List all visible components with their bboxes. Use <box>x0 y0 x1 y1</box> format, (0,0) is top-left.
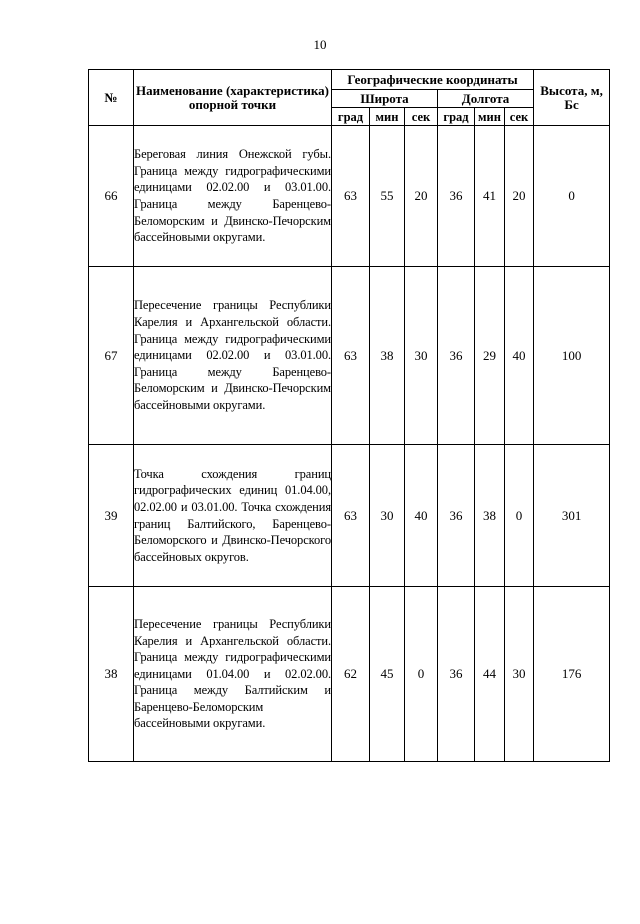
header-latitude: Широта <box>332 90 438 108</box>
header-lon-min: мин <box>475 108 505 126</box>
lat-min-cell: 45 <box>370 587 405 762</box>
lon-min-cell: 41 <box>475 126 505 267</box>
lon-min-cell: 44 <box>475 587 505 762</box>
lat-deg-cell: 63 <box>332 445 370 587</box>
height-cell: 0 <box>534 126 610 267</box>
lat-deg-cell: 62 <box>332 587 370 762</box>
lon-sec-cell: 30 <box>505 587 534 762</box>
table-header <box>89 70 610 126</box>
table-row <box>89 445 610 587</box>
header-lon-deg: град <box>438 108 475 126</box>
header-lat-deg: град <box>332 108 370 126</box>
lon-sec-cell: 40 <box>505 267 534 445</box>
lon-deg-cell: 36 <box>438 587 475 762</box>
page-number: 10 <box>313 37 327 52</box>
height-cell: 301 <box>534 445 610 587</box>
lon-min-cell: 38 <box>475 445 505 587</box>
coordinates-table <box>88 69 610 762</box>
header-name: Наименование (характеристика) опорной точки <box>134 70 332 126</box>
row-number: 66 <box>89 126 134 267</box>
table-row <box>89 267 610 445</box>
row-number: 39 <box>89 445 134 587</box>
lat-deg-cell: 63 <box>332 126 370 267</box>
lat-sec-cell: 30 <box>405 267 438 445</box>
lat-sec-cell: 40 <box>405 445 438 587</box>
lat-deg-cell: 63 <box>332 267 370 445</box>
lat-min-cell: 38 <box>370 267 405 445</box>
lat-sec-cell: 0 <box>405 587 438 762</box>
lon-sec-cell: 0 <box>505 445 534 587</box>
header-lat-sec: сек <box>405 108 438 126</box>
header-geo-coordinates: Географические координаты <box>332 70 534 90</box>
header-lon-sec: сек <box>505 108 534 126</box>
row-description: Береговая линия Онежской губы. Граница между гидрографическими единицами 02.02.00 и 03.01.00. Граница между Баренцево-Беломорским и Двинско-Печорским бассейновыми округами. <box>134 126 332 267</box>
lon-min-cell: 29 <box>475 267 505 445</box>
row-number: 38 <box>89 587 134 762</box>
header-number: № <box>89 70 134 126</box>
lat-min-cell: 55 <box>370 126 405 267</box>
row-number: 67 <box>89 267 134 445</box>
height-cell: 100 <box>534 267 610 445</box>
table-row <box>89 126 610 267</box>
lon-deg-cell: 36 <box>438 267 475 445</box>
lon-sec-cell: 20 <box>505 126 534 267</box>
table-row <box>89 587 610 762</box>
row-description: Точка схождения границ гидрографических единиц 01.04.00, 02.02.00 и 03.01.00. Точка схождения границ Балтийского, Баренцево-Беломорского и Двинско-Печорского бассейновых округов. <box>134 445 332 587</box>
row-description: Пересечение границы Республики Карелия и Архангельской области. Граница между гидрографическими единицами 02.02.00 и 03.01.00. Граница между Баренцево-Беломорским и Двинско-Печорским бассейновыми округами. <box>134 267 332 445</box>
header-lat-min: мин <box>370 108 405 126</box>
lat-min-cell: 30 <box>370 445 405 587</box>
header-longitude: Долгота <box>438 90 534 108</box>
height-cell: 176 <box>534 587 610 762</box>
header-height: Высота, м, Бс <box>534 70 610 126</box>
lon-deg-cell: 36 <box>438 445 475 587</box>
lat-sec-cell: 20 <box>405 126 438 267</box>
row-description: Пересечение границы Республики Карелия и Архангельской области. Граница между гидрографическими единицами 01.04.00 и 02.02.00. Граница между Балтийским и Баренцево-Беломорским бассейновыми округами. <box>134 587 332 762</box>
lon-deg-cell: 36 <box>438 126 475 267</box>
